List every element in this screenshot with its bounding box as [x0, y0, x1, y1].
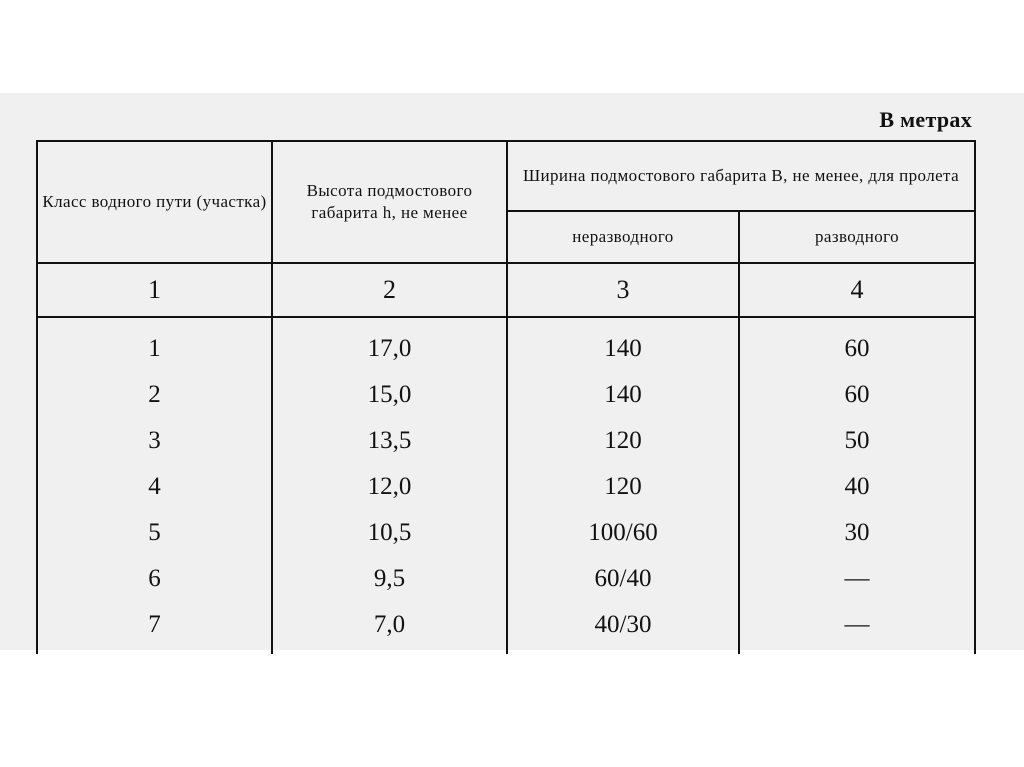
- header-clearance-width: Ширина подмостового габарита B, не менее, для пролета: [507, 141, 975, 211]
- height-cell: 10,5: [272, 510, 507, 556]
- fixed-span-cell: 100/60: [507, 510, 739, 556]
- header-fixed-span: неразводного: [507, 211, 739, 263]
- column-number: 3: [507, 263, 739, 317]
- fixed-span-cell: 120: [507, 464, 739, 510]
- movable-span-cell: 60: [844, 335, 870, 362]
- class-cell: 4: [37, 464, 272, 510]
- header-movable-span: разводного: [739, 211, 975, 263]
- column-number: 4: [739, 263, 975, 317]
- movable-span-cell: 60: [844, 381, 870, 408]
- fixed-span-cell: 40/30: [507, 602, 739, 654]
- units-label: В метрах: [879, 107, 972, 132]
- column-number: 1: [37, 263, 272, 317]
- table-row: [37, 372, 975, 418]
- class-cell: 3: [37, 418, 272, 464]
- height-cell: 9,5: [272, 556, 507, 602]
- header-waterway-class: Класс водного пути (участка): [37, 141, 272, 263]
- class-cell: 5: [37, 510, 272, 556]
- table-row: [37, 510, 975, 556]
- table-row: [37, 556, 975, 602]
- movable-span-cell: 40: [844, 473, 870, 500]
- table-row: [37, 317, 975, 372]
- class-cell: 6: [37, 556, 272, 602]
- movable-span-cell: 30: [844, 519, 870, 546]
- height-cell: 15,0: [272, 372, 507, 418]
- height-cell: 13,5: [272, 418, 507, 464]
- movable-span-cell: 50: [844, 427, 870, 454]
- class-cell: 1: [37, 317, 272, 372]
- movable-span-cell: —: [844, 611, 870, 638]
- fixed-span-cell: 60/40: [507, 556, 739, 602]
- height-cell: 17,0: [272, 317, 507, 372]
- fixed-span-cell: 120: [507, 418, 739, 464]
- bottom-margin: [0, 650, 1024, 767]
- table-row: [37, 602, 975, 654]
- top-margin: [0, 0, 1024, 93]
- fixed-span-cell: 140: [507, 317, 739, 372]
- table-row: [37, 464, 975, 510]
- column-number: 2: [272, 263, 507, 317]
- table-row: [37, 418, 975, 464]
- movable-span-cell: —: [844, 565, 870, 592]
- header-clearance-height: Высота подмостового габарита h, не менее: [272, 141, 507, 263]
- class-cell: 7: [37, 602, 272, 654]
- height-cell: 12,0: [272, 464, 507, 510]
- fixed-span-cell: 140: [507, 372, 739, 418]
- height-cell: 7,0: [272, 602, 507, 654]
- clearance-table: [36, 140, 976, 654]
- class-cell: 2: [37, 372, 272, 418]
